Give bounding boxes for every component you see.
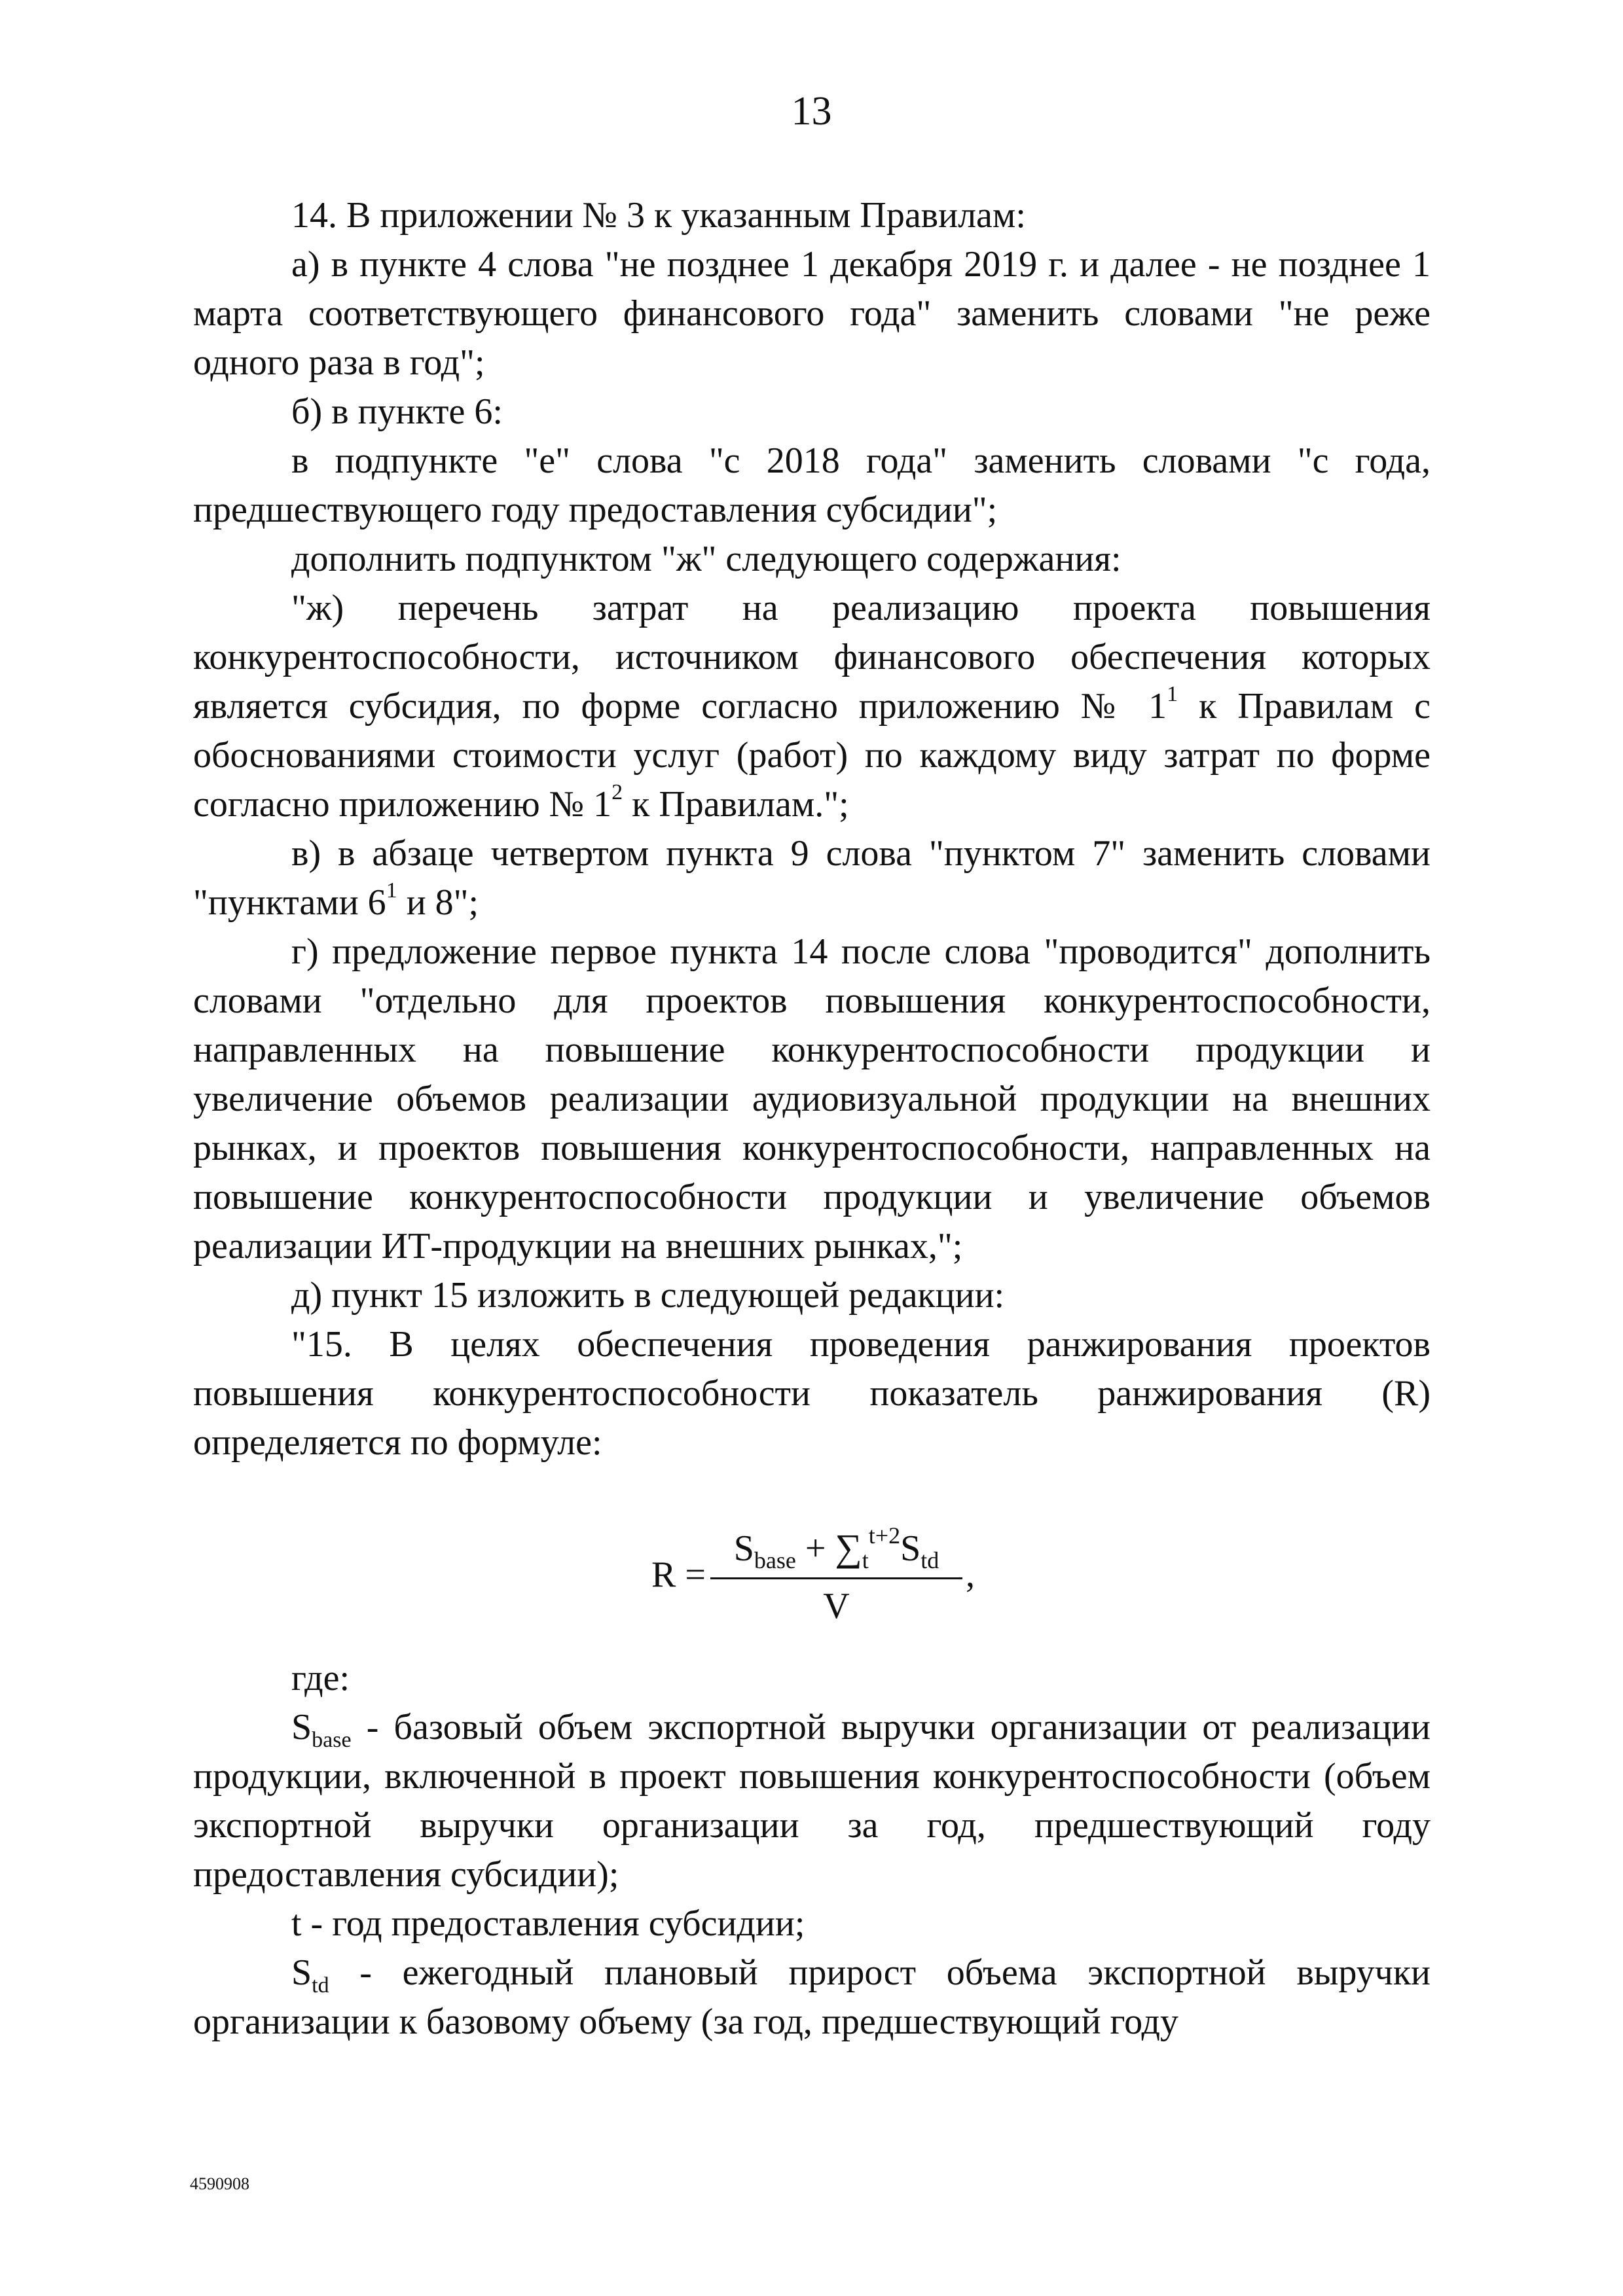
formula-numerator: $S_{base} + \sum_t^{t+2}S_{td}$ [733, 1522, 939, 1574]
item-15-text: "15. В целях обеспечения проведения ранжирования проектов повышения конкурентоспособности показатель ранжирования (R) определяется по формуле: [193, 1324, 1431, 1463]
item-14-b-add: дополнить подпунктом "ж" следующего содержания: [291, 539, 1122, 579]
item-14-b-e: в подпункте "е" слова "с 2018 года" заменить словами "с года, предшествующего году предоставления субсидии"; [193, 440, 1431, 530]
ranking-formula [193, 1516, 1431, 1654]
page-number: 13 [791, 89, 832, 134]
def-t: t - год предоставления субсидии; [291, 1903, 805, 1944]
where-label: где: [291, 1658, 350, 1698]
fraction-bar [710, 1577, 962, 1579]
item-14-v: в) в абзаце четвертом пункта 9 слова "пунктом 7" заменить словами "пунктами $6^1$ и 8"; [193, 833, 1431, 923]
item-14-b-zh: "ж) перечень затрат на реализацию проекта повышения конкурентоспособности, источником финансового обеспечения которых является субсидия, по форме согласно приложению № $1^1$ к Правилам с обоснованиями стоимости услуг (работ) по каждому виду затрат по форме согласно приложению № $1^2$ к Правилам."; [193, 588, 1431, 825]
item-14-d: д) пункт 15 изложить в следующей редакции: [291, 1275, 1005, 1316]
item-14-heading: 14. В приложении № 3 к указанным Правилам: [291, 195, 1026, 236]
def-std: $S_{td}$ - ежегодный плановый прирост объема экспортной выручки организации к базовому объему (за год, предшествующий году [193, 1952, 1431, 2042]
item-14-b: б) в пункте 6: [291, 391, 503, 432]
def-sbase: $S_{base}$ - базовый объем экспортной выручки организации от реализации продукции, включенной в проект повышения конкурентоспособности (объем экспортной выручки организации за год, предшествующий году предоставления субсидии); [193, 1707, 1431, 1895]
document-id: 4590908 [190, 2174, 249, 2193]
formula-lhs: R = [651, 1554, 706, 1595]
formula-comma: , [966, 1554, 975, 1595]
formula-fraction [710, 1523, 962, 1631]
formula-denominator: V [823, 1586, 850, 1626]
document-body [193, 191, 1431, 2047]
item-14-a: а) в пункте 4 слова "не позднее 1 декабря 2019 г. и далее - не позднее 1 марта соответствующего финансового года" заменить словами "не реже одного раза в год"; [193, 244, 1431, 383]
item-14-g: г) предложение первое пункта 14 после слова "проводится" дополнить словами "отдельно для проектов повышения конкурентоспособности, направленных на повышение конкурентоспособности продукции и увеличение объемов реализации аудиовизуальной продукции на внешних рынках, и проектов повышения конкурентоспособности, направленных на повышение конкурентоспособности продукции и увеличение объемов реализации ИТ-продукции на внешних рынках,"; [193, 931, 1431, 1266]
